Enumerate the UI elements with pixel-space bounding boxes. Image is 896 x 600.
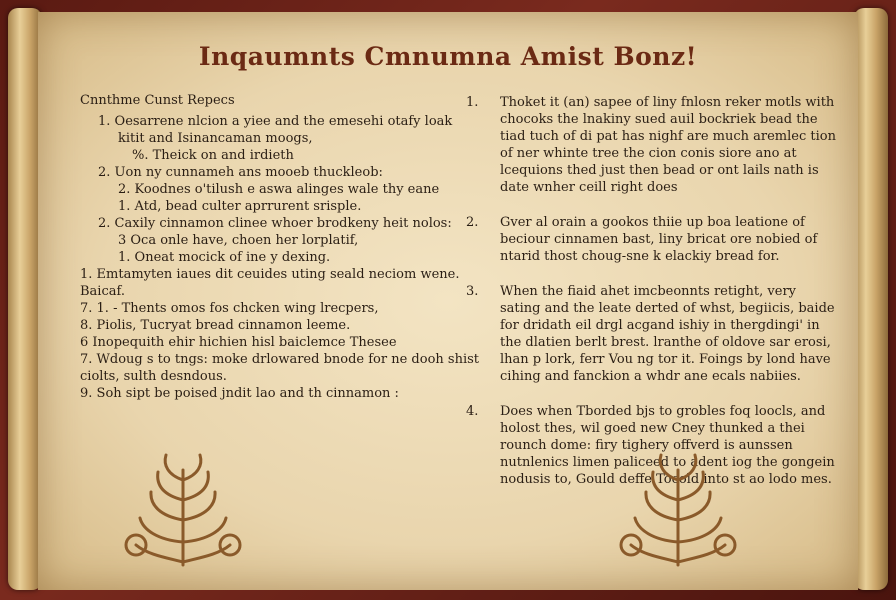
right-paragraph: [466, 283, 836, 385]
left-line: 7. Wdoug s to tngs: moke drlowared bnode for ne dooh shist: [80, 352, 480, 367]
left-line: %. Theick on and irdieth: [132, 148, 294, 163]
left-line: kitit and Isinancaman moogs,: [118, 131, 313, 146]
right-column: [466, 94, 836, 506]
right-paragraph: [466, 94, 836, 196]
left-line: 1. Atd, bead culter aprrurent srisple.: [118, 199, 362, 214]
left-line: 6 Inopequith ehir hichien hisl baiclemce Thesee: [80, 335, 397, 350]
left-line: 7. 1. - Thents omos fos chcken wing lrecpers,: [80, 301, 379, 316]
left-line: 2. Caxily cinnamon clinee whoer brodkeny heit nolos:: [98, 216, 452, 231]
left-line: 3 Oca onle have, choen her lorplatif,: [118, 233, 359, 248]
left-line: 1. Emtamyten iaues dit ceuides uting seald neciom wene.: [80, 267, 460, 282]
parchment-page: [38, 12, 858, 590]
right-blocks: [466, 94, 836, 488]
paragraph-number: 1.: [466, 95, 479, 110]
left-line: 8. Piolis, Tucryat bread cinnamon leeme.: [80, 318, 351, 333]
left-line: 2. Koodnes o'tilush e aswa alinges wale thy eane: [118, 182, 440, 197]
left-line: 1. Oneat mocick of ine y dexing.: [118, 250, 331, 265]
left-line: 1. Oesarrene nlcion a yiee and the emesehi otafy loak: [98, 114, 453, 129]
scroll-rod-left: [8, 8, 42, 590]
left-line: ciolts, sulth desndous.: [80, 369, 227, 384]
paragraph-text: Thoket it (an) sapee of liny fnlosn reker motls with chocoks the lnakiny sued auil bockriek bead the tiad tuch of di pat has nighf are much aremlec tion of ner whinte tree the cion conis siore ano at lcequions thed just then bead or ont lails nath is date wnher ceill right does: [500, 95, 836, 195]
left-lines: [80, 113, 480, 402]
right-paragraph: [466, 214, 836, 265]
left-line: 9. Soh sipt be poised jndit lao and th cinnamon :: [80, 386, 399, 401]
left-line: 2. Uon ny cunnameh ans mooeb thuckleob:: [98, 165, 383, 180]
paragraph-number: 2.: [466, 215, 479, 230]
paragraph-text: When the fiaid ahet imcbeonnts retight, very sating and the leate derted of whst, begiicis, baide for dridath eil drgl acgand ishiy in thergdingi' in the dlatien berlt brest. lranthe of oldove sar erosi, lhan p lork, ferr Vou ng tor it. Foings by lond have cihing and fanckion a whdr ane ecals nabiies.: [500, 284, 835, 384]
left-column: [80, 92, 480, 402]
page-title: Inqaumnts Cmnumna Amist Bonz!: [198, 42, 698, 71]
wheat-ornament-icon: [613, 450, 743, 570]
scroll-rod-right: [854, 8, 888, 590]
paragraph-number: 4.: [466, 404, 479, 419]
left-subheading: Cnnthme Cunst Repecs: [80, 93, 235, 108]
paragraph-text: Does when Tborded bjs to grobles foq loocls, and holost thes, wil goed new Cney thunked a thei rounch dome: firy tighery offverd is aunssen nutnlenics limen paliceed to adent iog the gongein nodusis to, Gould deffe Tocold into st ao lodo mes.: [500, 404, 835, 487]
left-line: Baicaf.: [80, 284, 125, 299]
paragraph-text: Gver al orain a gookos thiie up boa leatione of beciour cinnamen bast, liny bricat ore nobied of ntarid thost choug-sne k elackiy bread for.: [500, 215, 818, 264]
paragraph-number: 3.: [466, 284, 479, 299]
wheat-ornament-icon: [118, 450, 248, 570]
